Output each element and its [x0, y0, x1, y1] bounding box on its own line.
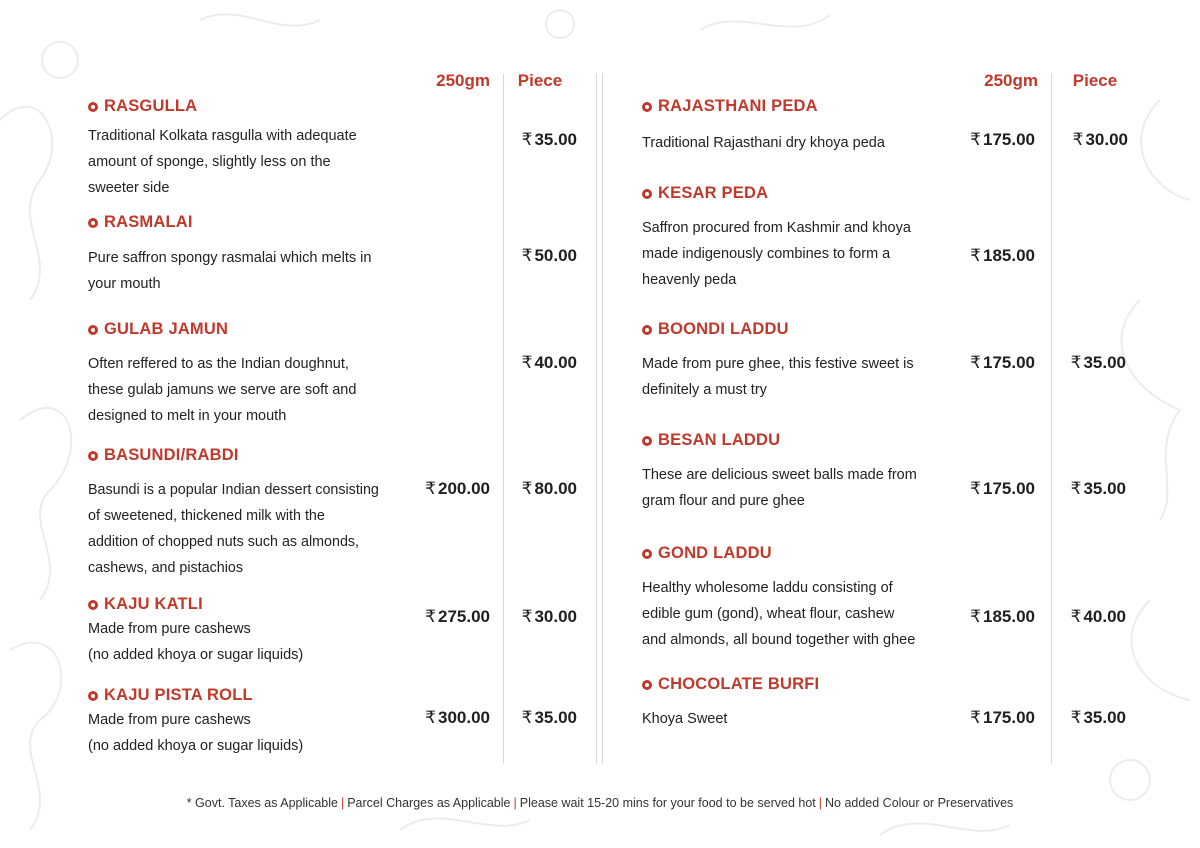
bullet-icon: [642, 549, 652, 559]
weight-price: ₹ 175.00: [970, 708, 1035, 727]
piece-price: ₹ 35.00: [1070, 479, 1126, 498]
piece-price: ₹ 35.00: [1070, 353, 1126, 372]
bullet-icon: [88, 325, 98, 335]
item-name: CHOCOLATE BURFI: [658, 675, 820, 693]
item-description: Healthy wholesome laddu consisting of edible gum (gond), wheat flour, cashew and almonds, all bound together with ghee: [642, 580, 916, 648]
item-name: GULAB JAMUN: [104, 320, 229, 338]
left-header-weight: 250gm: [436, 71, 490, 90]
weight-price: ₹ 175.00: [970, 130, 1035, 149]
bullet-icon: [88, 691, 98, 701]
menu-item-gond-laddu: [642, 544, 962, 653]
piece-price: ₹ 50.00: [521, 246, 577, 265]
item-name: RASMALAI: [104, 213, 193, 231]
menu-item-besan-laddu: [642, 431, 962, 514]
footer-note-taxes: * Govt. Taxes as Applicable: [186, 796, 338, 810]
left-divider: [503, 74, 504, 764]
piece-price: ₹ 80.00: [521, 479, 577, 498]
footer-note-no-colour: No added Colour or Preservatives: [825, 796, 1014, 810]
weight-price: ₹ 185.00: [970, 246, 1035, 265]
item-name: RAJASTHANI PEDA: [658, 97, 818, 115]
item-description: Pure saffron spongy rasmalai which melts in your mouth: [88, 250, 372, 292]
item-name: KAJU PISTA ROLL: [104, 686, 253, 704]
bullet-icon: [642, 436, 652, 446]
item-description: Made from pure cashews (no added khoya or sugar liquids): [88, 712, 304, 754]
item-name: KESAR PEDA: [658, 184, 769, 202]
weight-price: ₹ 185.00: [970, 607, 1035, 626]
piece-price: ₹ 40.00: [1070, 607, 1126, 626]
menu-item-kaju-pista-roll: [88, 686, 428, 759]
center-divider-b: [602, 74, 603, 764]
menu-item-rajasthani-peda: [642, 97, 962, 156]
bullet-icon: [88, 600, 98, 610]
menu-item-rasmalai: [88, 213, 428, 297]
item-description: Saffron procured from Kashmir and khoya made indigenously combines to form a heavenly peda: [642, 220, 911, 288]
bullet-icon: [88, 102, 98, 112]
menu-item-chocolate-burfi: [642, 675, 962, 732]
footer-notes: * Govt. Taxes as Applicable | Parcel Charges as Applicable | Please wait 15-20 mins for your food to be served hot | No added Colour or Preservatives: [186, 796, 1014, 810]
menu-item-kesar-peda: [642, 184, 962, 293]
item-description: Made from pure cashews (no added khoya or sugar liquids): [88, 621, 304, 663]
menu-item-boondi-laddu: [642, 320, 962, 403]
piece-price: ₹ 35.00: [521, 130, 577, 149]
item-name: BASUNDI/RABDI: [104, 446, 239, 464]
bullet-icon: [642, 189, 652, 199]
menu-item-basundi-rabdi: [88, 446, 418, 581]
weight-price: ₹ 175.00: [970, 353, 1035, 372]
left-header-piece: Piece: [517, 71, 563, 90]
item-description: Traditional Kolkata rasgulla with adequate amount of sponge, slightly less on the sweeter side: [88, 128, 357, 196]
bullet-icon: [88, 218, 98, 228]
item-name: RASGULLA: [104, 97, 198, 115]
footer-note-parcel: Parcel Charges as Applicable: [347, 796, 511, 810]
bullet-icon: [642, 325, 652, 335]
item-name: GOND LADDU: [658, 544, 772, 562]
right-header-piece: Piece: [1072, 71, 1118, 90]
item-description: Made from pure ghee, this festive sweet is definitely a must try: [642, 356, 914, 398]
menu-item-rasgulla: [88, 97, 428, 201]
weight-price: ₹ 300.00: [425, 708, 490, 727]
piece-price: ₹ 35.00: [1070, 708, 1126, 727]
footer-note-wait: Please wait 15-20 mins for your food to be served hot: [519, 796, 816, 810]
weight-price: ₹ 200.00: [425, 479, 490, 498]
weight-price: ₹ 175.00: [970, 479, 1035, 498]
piece-price: ₹ 35.00: [521, 708, 577, 727]
piece-price: ₹ 40.00: [521, 353, 577, 372]
item-name: BESAN LADDU: [658, 431, 781, 449]
piece-price: ₹ 30.00: [521, 607, 577, 626]
right-divider: [1051, 74, 1052, 764]
item-description: Traditional Rajasthani dry khoya peda: [642, 135, 885, 151]
item-name: BOONDI LADDU: [658, 320, 789, 338]
menu-item-kaju-katli: [88, 595, 428, 668]
item-description: These are delicious sweet balls made from gram flour and pure ghee: [642, 467, 917, 509]
piece-price: ₹ 30.00: [1072, 130, 1128, 149]
menu-item-gulab-jamun: [88, 320, 428, 429]
item-name: KAJU KATLI: [104, 595, 203, 613]
bullet-icon: [88, 451, 98, 461]
bullet-icon: [642, 102, 652, 112]
center-divider-a: [596, 74, 597, 764]
right-header-weight: 250gm: [984, 71, 1038, 90]
item-description: Khoya Sweet: [642, 711, 728, 727]
item-description: Often reffered to as the Indian doughnut, these gulab jamuns we serve are soft and designed to melt in your mouth: [88, 356, 357, 424]
item-description: Basundi is a popular Indian dessert consisting of sweetened, thickened milk with the addition of chopped nuts such as almonds, cashews, and pistachios: [88, 482, 379, 576]
weight-price: ₹ 275.00: [425, 607, 490, 626]
bullet-icon: [642, 680, 652, 690]
